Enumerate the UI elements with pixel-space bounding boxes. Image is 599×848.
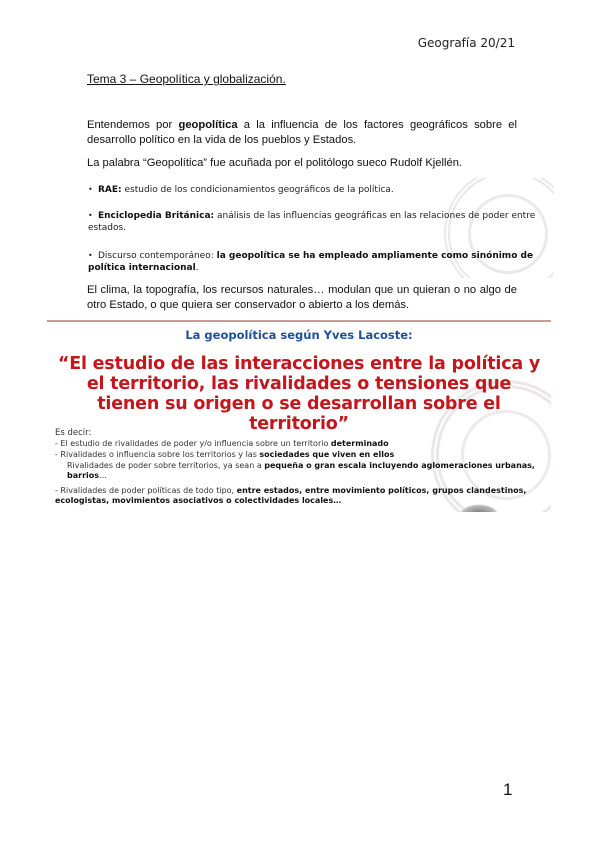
bullet-icon: • xyxy=(88,185,93,194)
page-number: 1 xyxy=(503,780,513,799)
definition-rae: • RAE: estudio de los condicionamientos geográficos de la política. xyxy=(88,185,394,195)
slide-list-item: - El estudio de rivalidades de poder y/o influencia sobre un territorio determinado xyxy=(55,439,389,448)
definition-contemporary: • Discurso contemporáneo: la geopolítica se ha empleado ampliamente como sinónimo de política internacional. xyxy=(88,251,534,273)
intro-paragraph: Entendemos por geopolítica a la influencia de los factores geográficos sobre el desarrollo político en la vida de los pueblos y Estados. xyxy=(87,119,518,146)
lacoste-slide-image xyxy=(47,320,551,512)
climate-paragraph: El clima, la topografía, los recursos naturales… modulan que un quieran o no algo de otro Estado, o que quiera ser conservador o abierto a los demás. xyxy=(87,284,517,311)
geopolitica-term: geopolítica xyxy=(178,119,238,131)
bullet-icon: • xyxy=(88,211,93,220)
slide-list-item: - Rivalidades de poder políticas de todo tipo, entre estados, entre movimiento políticos, grupos clandestinos, ecologistas, movimientos asociativos o colectividades locales… xyxy=(55,486,527,505)
slide-divider xyxy=(47,320,551,322)
origin-paragraph: La palabra “Geopolítica” fue acuñada por el politólogo sueco Rudolf Kjellén. xyxy=(87,157,463,169)
lacoste-quote: “El estudio de las interacciones entre la política y el territorio, las rivalidades o tensiones que tienen su origen o se desarrollan sobre el territorio” xyxy=(57,354,541,434)
es-decir-label: Es decir: xyxy=(55,428,92,438)
slide-list-item: - Rivalidades o influencia sobre los territorios y las sociedades que viven en ellos xyxy=(55,450,395,459)
bullet-icon: • xyxy=(88,251,93,260)
definition-britannica: • Enciclopedia Británica: análisis de las influencias geográficas en las relaciones de poder entre estados. xyxy=(88,211,536,233)
slide-title: La geopolítica según Yves Lacoste: xyxy=(185,328,413,342)
course-header: Geografía 20/21 xyxy=(417,36,515,50)
topic-title: Tema 3 – Geopolítica y globalización. xyxy=(87,72,286,86)
slide-list-item: Rivalidades de poder sobre territorios, ya sean a pequeña o gran escala incluyendo aglomeraciones urbanas, barrios… xyxy=(67,461,535,480)
definitions-image xyxy=(84,178,554,278)
